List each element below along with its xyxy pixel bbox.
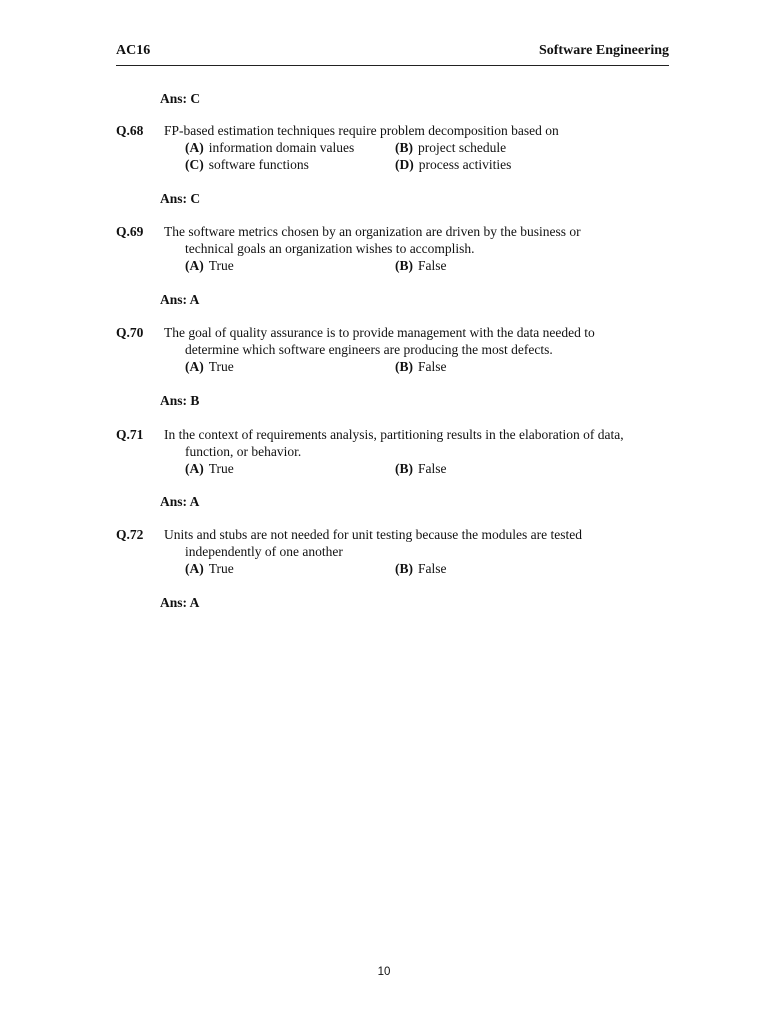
question-text-line1: Units and stubs are not needed for unit testing because the modules are tested — [164, 527, 583, 542]
option-a: (A) True — [185, 561, 234, 576]
question-text-line2: technical goals an organization wishes to accomplish. — [185, 241, 475, 256]
options-row — [116, 560, 652, 577]
question-number: Q.71 — [116, 427, 144, 442]
question-text-line1: The software metrics chosen by an organization are driven by the business or — [164, 224, 581, 239]
question-text-line2: function, or behavior. — [185, 444, 302, 459]
answer-value: C — [190, 91, 201, 106]
option-b: (B) False — [395, 561, 447, 576]
answer-value: C — [190, 191, 201, 206]
answer-line — [160, 392, 199, 409]
answer-value: B — [190, 393, 200, 408]
option-c: (C) software functions — [185, 157, 309, 172]
answer-label: Ans: — [160, 191, 188, 206]
question-text-line2: independently of one another — [185, 544, 343, 559]
answer-line — [160, 291, 199, 308]
question-q69 — [116, 223, 652, 274]
options-row — [116, 257, 652, 274]
question-number: Q.68 — [116, 123, 144, 138]
option-d: (D) process activities — [395, 157, 512, 172]
answer-value: A — [189, 292, 200, 307]
option-b: (B) False — [395, 258, 447, 273]
question-q72 — [116, 526, 652, 577]
option-b: (B) False — [395, 359, 447, 374]
question-q70 — [116, 324, 652, 375]
answer-label: Ans: — [160, 91, 188, 106]
question-text: FP-based estimation techniques require problem decomposition based on — [164, 123, 559, 138]
question-text-line1: The goal of quality assurance is to provide management with the data needed to — [164, 325, 595, 340]
answer-label: Ans: — [160, 595, 188, 610]
answer-line — [160, 190, 200, 207]
page-header — [116, 43, 669, 66]
answer-line — [160, 594, 199, 611]
page-number: 10 — [377, 966, 391, 978]
options-row — [116, 460, 652, 477]
answer-line — [160, 493, 199, 510]
answer-label: Ans: — [160, 494, 188, 509]
answer-label: Ans: — [160, 393, 188, 408]
course-code: AC16 — [116, 43, 151, 58]
question-q68 — [116, 122, 652, 173]
question-number: Q.72 — [116, 527, 144, 542]
options-row — [116, 139, 652, 156]
option-b: (B) project schedule — [395, 140, 507, 155]
question-q71 — [116, 426, 652, 477]
subject-title: Software Engineering — [538, 43, 669, 58]
answer-value: A — [189, 494, 200, 509]
question-number: Q.70 — [116, 325, 144, 340]
option-b: (B) False — [395, 461, 447, 476]
option-a: (A) True — [185, 461, 234, 476]
options-row — [116, 156, 652, 173]
question-text-line2: determine which software engineers are producing the most defects. — [185, 342, 553, 357]
option-a: (A) True — [185, 258, 234, 273]
question-number: Q.69 — [116, 224, 144, 239]
answer-label: Ans: — [160, 292, 188, 307]
answer-value: A — [189, 595, 200, 610]
option-a: (A) information domain values — [185, 140, 355, 155]
option-a: (A) True — [185, 359, 234, 374]
options-row — [116, 358, 652, 375]
question-text-line1: In the context of requirements analysis, partitioning results in the elaboration of data, — [164, 427, 624, 442]
answer-line — [160, 90, 200, 107]
